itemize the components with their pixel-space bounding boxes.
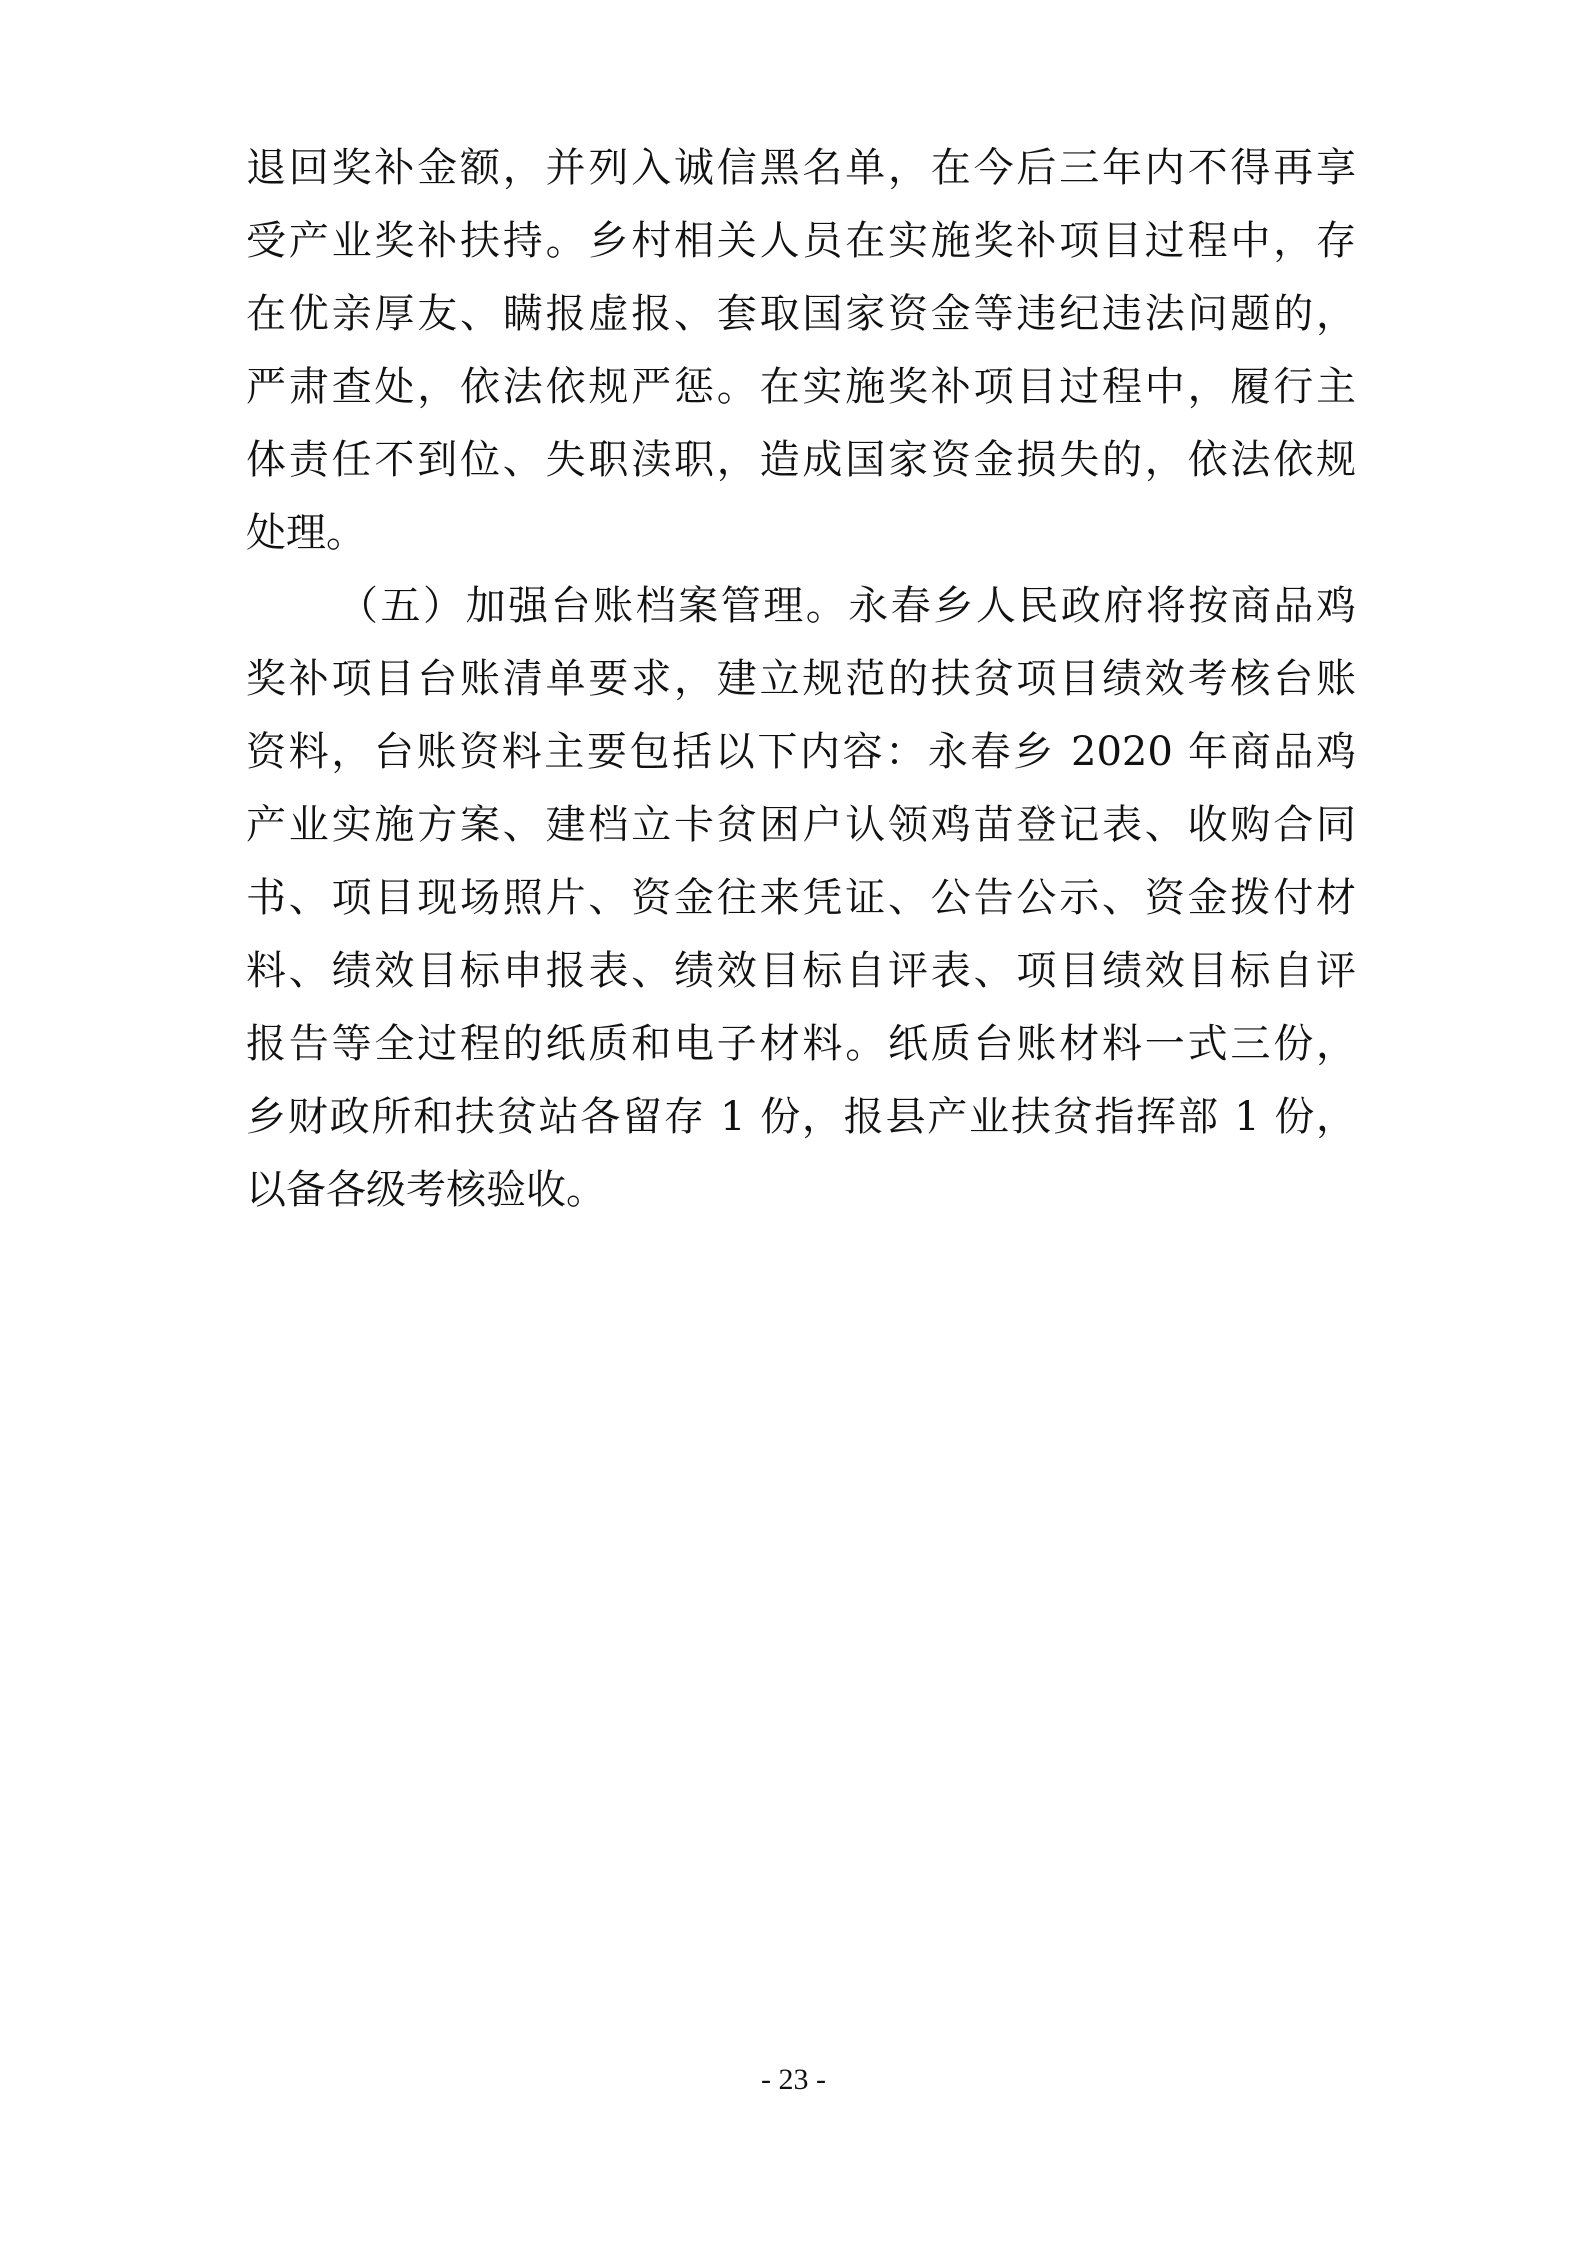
text-line: 体责任不到位、失职渎职，造成国家资金损失的，依法依规 xyxy=(246,437,1356,483)
text-line: 报告等全过程的纸质和电子材料。纸质台账材料一式三份， xyxy=(246,1021,1356,1067)
text-line: 以备各级考核验收。 xyxy=(246,1167,606,1213)
text-line: （五）加强台账档案管理。永春乡人民政府将按商品鸡 xyxy=(338,583,1356,629)
text-line: 资料，台账资料主要包括以下内容：永春乡 2020 年商品鸡 xyxy=(246,729,1356,775)
text-line: 料、绩效目标申报表、绩效目标自评表、项目绩效目标自评 xyxy=(246,948,1356,994)
text-line: 乡财政所和扶贫站各留存 1 份，报县产业扶贫指挥部 1 份， xyxy=(246,1094,1356,1140)
text-line: 奖补项目台账清单要求，建立规范的扶贫项目绩效考核台账 xyxy=(246,656,1356,702)
text-line: 严肃查处，依法依规严惩。在实施奖补项目过程中，履行主 xyxy=(246,364,1356,410)
text-line: 在优亲厚友、瞒报虚报、套取国家资金等违纪违法问题的， xyxy=(246,291,1356,337)
page-number: - 23 - xyxy=(761,2063,826,2096)
text-line: 书、项目现场照片、资金往来凭证、公告公示、资金拨付材 xyxy=(246,875,1356,921)
text-line: 处理。 xyxy=(246,510,366,556)
text-line: 产业实施方案、建档立卡贫困户认领鸡苗登记表、收购合同 xyxy=(246,802,1356,848)
text-line: 受产业奖补扶持。乡村相关人员在实施奖补项目过程中，存 xyxy=(246,218,1356,264)
text-line: 退回奖补金额，并列入诚信黑名单，在今后三年内不得再享 xyxy=(246,145,1356,191)
